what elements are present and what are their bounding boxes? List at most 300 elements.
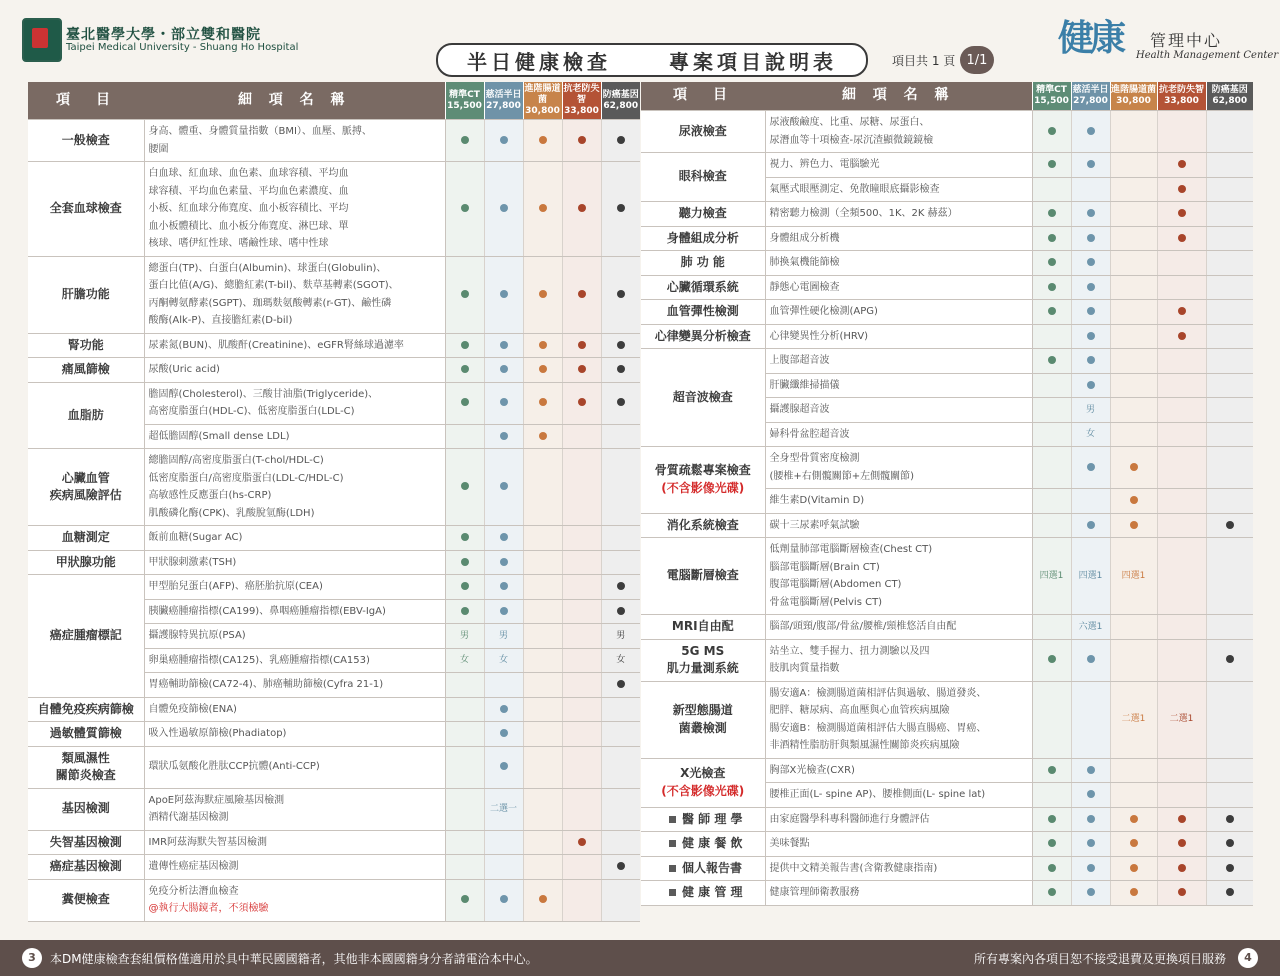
detail-line: 腰圍 [148, 143, 169, 155]
table-row [641, 639, 1253, 681]
item-details [144, 526, 445, 551]
detail-line: 站坐立、雙手握力、扭力測驗以及四 [769, 645, 930, 657]
plan-name: 精準CT [449, 89, 480, 100]
plan-cell [523, 575, 562, 600]
item-details [765, 639, 1032, 681]
item-name [28, 722, 144, 747]
item-label: 失智基因檢測 [49, 834, 122, 849]
plan-cell [562, 382, 601, 424]
plan-cell-note: 男 [616, 630, 626, 641]
plan-cell [1071, 324, 1110, 349]
item-details [765, 513, 1032, 538]
detail-line: 胰臟癌腫瘤指標(CA199)、鼻咽癌腫瘤指標(EBV-IgA) [148, 605, 386, 617]
included-dot-icon [1178, 864, 1186, 872]
table-row [641, 300, 1253, 325]
plan-cell [1206, 538, 1253, 615]
item-details [765, 177, 1032, 202]
plan-cell [562, 648, 601, 673]
included-dot-icon [578, 365, 586, 373]
included-dot-icon [500, 558, 508, 566]
table-row [28, 746, 640, 788]
included-dot-icon [1048, 864, 1056, 872]
item-details [765, 489, 1032, 514]
header-plan-1 [484, 82, 523, 120]
item-label: 5G MS 肌力量測系統 [666, 643, 739, 675]
plan-price: 33,800 [1164, 96, 1199, 106]
table-row [28, 550, 640, 575]
item-name [641, 538, 765, 615]
item-details [144, 697, 445, 722]
item-label: 肺 功 能 [680, 255, 725, 269]
table-row [28, 449, 640, 526]
plan-cell [601, 256, 640, 333]
item-label: 肝膽功能 [61, 286, 110, 301]
plan-cell [1032, 111, 1071, 153]
item-details [144, 788, 445, 830]
plan-cell [1110, 758, 1157, 783]
included-dot-icon [1226, 521, 1234, 529]
plan-cell [1032, 807, 1071, 832]
header-plan-0 [445, 82, 484, 120]
included-dot-icon [461, 398, 469, 406]
detail-line: 精密聽力檢測（全頻500、1K、2K 赫茲） [769, 208, 958, 219]
item-label: 糞便檢查 [61, 892, 110, 907]
detail-line: 攝護腺超音波 [769, 404, 830, 415]
included-dot-icon [617, 680, 625, 688]
plan-name: 防癌基因 [1211, 85, 1248, 95]
plan-cell [1071, 681, 1110, 758]
included-dot-icon [1048, 160, 1056, 168]
item-details [144, 333, 445, 358]
item-name [641, 447, 765, 514]
included-dot-icon [1226, 888, 1234, 896]
page-badge: 1/1 [960, 46, 994, 74]
item-name [28, 358, 144, 383]
included-dot-icon [1178, 185, 1186, 193]
plan-cell [1071, 275, 1110, 300]
item-name [28, 830, 144, 855]
detail-line: 血小板體積比、血小板分佈寬度、淋巴球、單 [148, 220, 349, 232]
item-label: 健 康 餐 飲 [682, 836, 743, 850]
plan-cell [1032, 856, 1071, 881]
item-name [28, 575, 144, 698]
included-dot-icon [500, 432, 508, 440]
detail-line: @執行大腸鏡者，不須檢驗 [148, 903, 269, 914]
plan-cell [1071, 639, 1110, 681]
included-dot-icon [1048, 283, 1056, 291]
plan-cell [1110, 489, 1157, 514]
item-details [144, 855, 445, 880]
detail-line: 酸酶(Alk-P)、直接膽紅素(D-bil) [148, 315, 293, 326]
included-dot-icon [461, 558, 469, 566]
plan-cell [523, 648, 562, 673]
plan-cell-note: 男 [498, 630, 508, 641]
plan-cell [484, 449, 523, 526]
item-name [641, 615, 765, 640]
plan-cell [601, 746, 640, 788]
detail-line: 白血球、紅血球、血色素、血球容積、平均血 [148, 168, 349, 179]
plan-cell [562, 550, 601, 575]
plan-cell [601, 697, 640, 722]
item-name [641, 300, 765, 325]
plan-cell [484, 830, 523, 855]
item-label: 癌症基因檢測 [49, 859, 122, 873]
title-left: 半日健康檢查 [467, 49, 611, 74]
table-row [641, 153, 1253, 178]
plan-cell [1206, 639, 1253, 681]
item-details [765, 832, 1032, 857]
item-name [641, 251, 765, 276]
included-dot-icon [1226, 864, 1234, 872]
item-details [144, 358, 445, 383]
plan-cell [1032, 783, 1071, 808]
plan-cell [601, 120, 640, 162]
plan-cell [445, 746, 484, 788]
plan-cell [1157, 513, 1206, 538]
plan-cell [1110, 856, 1157, 881]
plan-cell [1032, 513, 1071, 538]
item-label: 全套血球檢查 [49, 201, 122, 215]
detail-line: 球容積、平均血色素量、平均血色素濃度、血 [148, 185, 349, 197]
detail-line: 提供中文精美報告書(含衛教健康指南) [769, 862, 938, 874]
item-details [144, 879, 445, 921]
plan-price: 30,800 [1116, 96, 1151, 106]
item-details [765, 422, 1032, 447]
plan-cell [1157, 807, 1206, 832]
table-row [641, 513, 1253, 538]
item-label: 尿液檢查 [678, 123, 727, 138]
plan-cell [1071, 832, 1110, 857]
plan-cell [1157, 349, 1206, 374]
item-details [144, 256, 445, 333]
included-dot-icon [1178, 839, 1186, 847]
included-dot-icon [1087, 283, 1095, 291]
plan-cell [523, 424, 562, 449]
table-row [641, 832, 1253, 857]
detail-line: 肝臟纖維掃描儀 [769, 379, 840, 391]
item-details [144, 830, 445, 855]
detail-line: 胸部X光檢查(CXR) [769, 764, 855, 776]
plan-cell [1157, 398, 1206, 423]
plan-cell [1157, 832, 1206, 857]
table-row [28, 382, 640, 424]
header-item: 項 目 [28, 82, 144, 120]
plan-cell [562, 256, 601, 333]
included-dot-icon [1087, 766, 1095, 774]
included-dot-icon [500, 341, 508, 349]
included-dot-icon [1087, 888, 1095, 896]
plan-cell [1071, 489, 1110, 514]
plan-cell [484, 358, 523, 383]
plan-cell [1032, 251, 1071, 276]
detail-line: (腰椎+右側髖關節+左側髖關節) [769, 470, 915, 482]
footer-note-left: 本DM健康檢查套組價格僅適用於具中華民國國籍者，其他非本國國籍身分者請電洽本中心。 [50, 952, 538, 966]
item-details [144, 550, 445, 575]
included-dot-icon [1130, 888, 1138, 896]
included-dot-icon [1048, 307, 1056, 315]
detail-line: 氣壓式眼壓測定、免散瞳眼底攝影檢查 [769, 183, 940, 195]
detail-line: 非酒精性脂肪肝與類風濕性關節炎疾病風險 [769, 740, 960, 751]
included-dot-icon [1087, 258, 1095, 266]
plan-cell [1032, 349, 1071, 374]
plan-cell [562, 526, 601, 551]
plan-cell [1157, 639, 1206, 681]
plan-cell [562, 830, 601, 855]
hospital-name-en: Taipei Medical University - Shuang Ho Hospital [66, 42, 299, 53]
plan-cell-note: 女 [459, 655, 469, 665]
included-dot-icon [500, 204, 508, 212]
included-dot-icon [1178, 815, 1186, 823]
plan-cell [1206, 447, 1253, 489]
item-details [144, 424, 445, 449]
plan-cell [1110, 422, 1157, 447]
included-dot-icon [1130, 496, 1138, 504]
item-details [765, 758, 1032, 783]
plan-cell [1071, 398, 1110, 423]
detail-line: 身體組成分析機 [769, 232, 840, 244]
plan-cell [445, 648, 484, 673]
plan-cell [445, 424, 484, 449]
plan-cell [1032, 758, 1071, 783]
plan-cell [1157, 538, 1206, 615]
plan-price: 15,500 [447, 100, 482, 111]
included-dot-icon [539, 290, 547, 298]
plan-cell [445, 162, 484, 257]
table-row [641, 681, 1253, 758]
included-dot-icon [1048, 258, 1056, 266]
item-name [641, 758, 765, 807]
plan-cell [523, 358, 562, 383]
included-dot-icon [500, 895, 508, 903]
item-label: 超音波檢查 [672, 389, 733, 404]
detail-line: 飯前血糖(Sugar AC) [148, 532, 243, 543]
table-row [641, 758, 1253, 783]
plan-cell [1032, 832, 1071, 857]
item-label: 血糖測定 [61, 530, 110, 544]
plan-name: 進階腸道菌 [1110, 85, 1156, 95]
plan-cell [1032, 153, 1071, 178]
included-dot-icon [1087, 521, 1095, 529]
item-details [144, 648, 445, 673]
plan-cell-note: 二選1 [1169, 714, 1194, 725]
plan-cell [1110, 398, 1157, 423]
included-dot-icon [500, 290, 508, 298]
included-dot-icon [617, 204, 625, 212]
plan-price: 30,800 [525, 106, 560, 116]
plan-cell [601, 599, 640, 624]
plan-cell [1071, 349, 1110, 374]
plan-cell [484, 550, 523, 575]
plan-cell [1032, 422, 1071, 447]
item-label: 個人報告書 [682, 860, 743, 875]
item-name [641, 111, 765, 153]
plan-cell [1071, 111, 1110, 153]
table-row [28, 358, 640, 383]
detail-line: 低劑量肺部電腦斷層檢查(Chest CT) [769, 544, 933, 555]
plan-cell [601, 855, 640, 880]
plan-price: 62,800 [1212, 96, 1248, 106]
included-dot-icon [1087, 127, 1095, 135]
included-dot-icon [500, 705, 508, 713]
item-details [765, 111, 1032, 153]
header-plan-1 [1071, 82, 1110, 111]
plan-name: 抗老防失智 [563, 84, 600, 105]
table-row [28, 830, 640, 855]
plan-cell [1032, 300, 1071, 325]
plan-cell [484, 382, 523, 424]
included-dot-icon [1048, 655, 1056, 663]
included-dot-icon [1130, 815, 1138, 823]
plan-cell [562, 162, 601, 257]
item-details [144, 624, 445, 649]
plan-price: 15,500 [1034, 96, 1069, 106]
plan-cell [1157, 422, 1206, 447]
detail-line: 全身型骨質密度檢測 [769, 453, 860, 464]
plan-cell [1157, 251, 1206, 276]
item-name [641, 324, 765, 349]
plan-cell [1157, 111, 1206, 153]
plan-cell [1110, 615, 1157, 640]
included-dot-icon [617, 398, 625, 406]
item-name [641, 639, 765, 681]
item-label: 新型態腸道 菌叢檢測 [672, 703, 733, 735]
bullet-square-icon [669, 840, 676, 847]
included-dot-icon [500, 482, 508, 490]
included-dot-icon [461, 582, 469, 590]
item-details [765, 251, 1032, 276]
detail-line: 卵巢癌腫瘤指標(CA125)、乳癌腫瘤指標(CA153) [148, 654, 370, 666]
title-right: 專案項目說明表 [669, 49, 837, 74]
plan-name: 慈活半日 [485, 89, 522, 100]
item-name [28, 550, 144, 575]
plan-cell [1032, 202, 1071, 227]
plan-cell [1206, 153, 1253, 178]
item-name [28, 746, 144, 788]
included-dot-icon [617, 607, 625, 615]
plan-cell [562, 788, 601, 830]
detail-line: 酒精代謝基因檢測 [148, 812, 229, 823]
detail-line: 肺換氣機能篩檢 [769, 257, 840, 268]
plan-price: 62,800 [603, 100, 639, 111]
plan-cell-note: 男 [1085, 404, 1095, 415]
included-dot-icon [1048, 766, 1056, 774]
plan-cell [1071, 251, 1110, 276]
plan-cell [1110, 513, 1157, 538]
plan-cell [601, 575, 640, 600]
plan-cell [601, 333, 640, 358]
plan-cell [601, 673, 640, 698]
plan-cell [523, 256, 562, 333]
item-details [765, 324, 1032, 349]
header-detail: 細 項 名 稱 [144, 82, 445, 120]
hospital-logo [22, 18, 62, 62]
included-dot-icon [500, 533, 508, 541]
included-dot-icon [1087, 815, 1095, 823]
plan-cell [523, 879, 562, 921]
plan-cell [445, 120, 484, 162]
plan-cell [1206, 758, 1253, 783]
page-count: 項目共 1 頁 [892, 54, 956, 68]
footer [0, 940, 1280, 976]
plan-cell [1032, 226, 1071, 251]
detail-line: 吸入性過敏原篩檢(Phadiatop) [148, 728, 287, 739]
item-note: (不含影像光碟) [661, 783, 745, 798]
item-details [144, 162, 445, 257]
plan-name: 防癌基因 [602, 89, 639, 100]
plan-cell [1032, 639, 1071, 681]
header-plan-2 [523, 82, 562, 120]
plan-cell [601, 648, 640, 673]
included-dot-icon [1130, 463, 1138, 471]
plan-price: 27,800 [1073, 96, 1108, 106]
plan-cell [1157, 177, 1206, 202]
item-details [144, 382, 445, 424]
table-row [28, 575, 640, 600]
detail-line: 尿酸(Uric acid) [148, 364, 220, 375]
plan-cell [445, 788, 484, 830]
plan-cell [1206, 398, 1253, 423]
included-dot-icon [1048, 356, 1056, 364]
table-row [641, 251, 1253, 276]
included-dot-icon [1087, 655, 1095, 663]
plan-cell-note: 女 [1085, 429, 1095, 439]
detail-line: 腹部電腦斷層(Abdomen CT) [769, 579, 902, 590]
plan-cell [484, 673, 523, 698]
plan-cell [523, 697, 562, 722]
detail-line: 碳十三尿素呼氣試驗 [769, 519, 860, 531]
plan-cell [1032, 373, 1071, 398]
included-dot-icon [1087, 332, 1095, 340]
detail-line: 遺傳性癌症基因檢測 [148, 861, 239, 872]
plan-cell [445, 358, 484, 383]
plan-cell [1032, 275, 1071, 300]
included-dot-icon [500, 365, 508, 373]
item-details [765, 349, 1032, 374]
detail-line: 腦部電腦斷層(Brain CT) [769, 561, 880, 573]
plan-cell [484, 162, 523, 257]
plan-cell [1110, 349, 1157, 374]
plan-cell [445, 449, 484, 526]
detail-line: 環狀瓜氨酸化胜肽CCP抗體(Anti-CCP) [148, 761, 320, 773]
plan-cell [1071, 153, 1110, 178]
included-dot-icon [1087, 234, 1095, 242]
plan-cell [1110, 111, 1157, 153]
item-details [765, 226, 1032, 251]
plan-cell [1206, 373, 1253, 398]
included-dot-icon [539, 895, 547, 903]
included-dot-icon [578, 290, 586, 298]
item-details [144, 746, 445, 788]
plan-cell [1110, 447, 1157, 489]
plan-cell [1110, 639, 1157, 681]
item-name [28, 526, 144, 551]
item-name [28, 162, 144, 257]
plan-cell [562, 449, 601, 526]
included-dot-icon [617, 862, 625, 870]
table-row [28, 162, 640, 257]
item-details [765, 447, 1032, 489]
plan-cell [562, 575, 601, 600]
header-plan-3 [562, 82, 601, 120]
item-name [28, 382, 144, 449]
plan-cell [1110, 807, 1157, 832]
item-name [641, 881, 765, 906]
item-details [765, 153, 1032, 178]
item-label: X光檢查 [680, 766, 726, 780]
detail-line: 蛋白比值(A/G)、總膽紅素(T-bil)、麩草基轉素(SGOT)、 [148, 280, 399, 291]
plan-cell [484, 879, 523, 921]
detail-line: IMR阿茲海默失智基因檢測 [148, 836, 268, 848]
